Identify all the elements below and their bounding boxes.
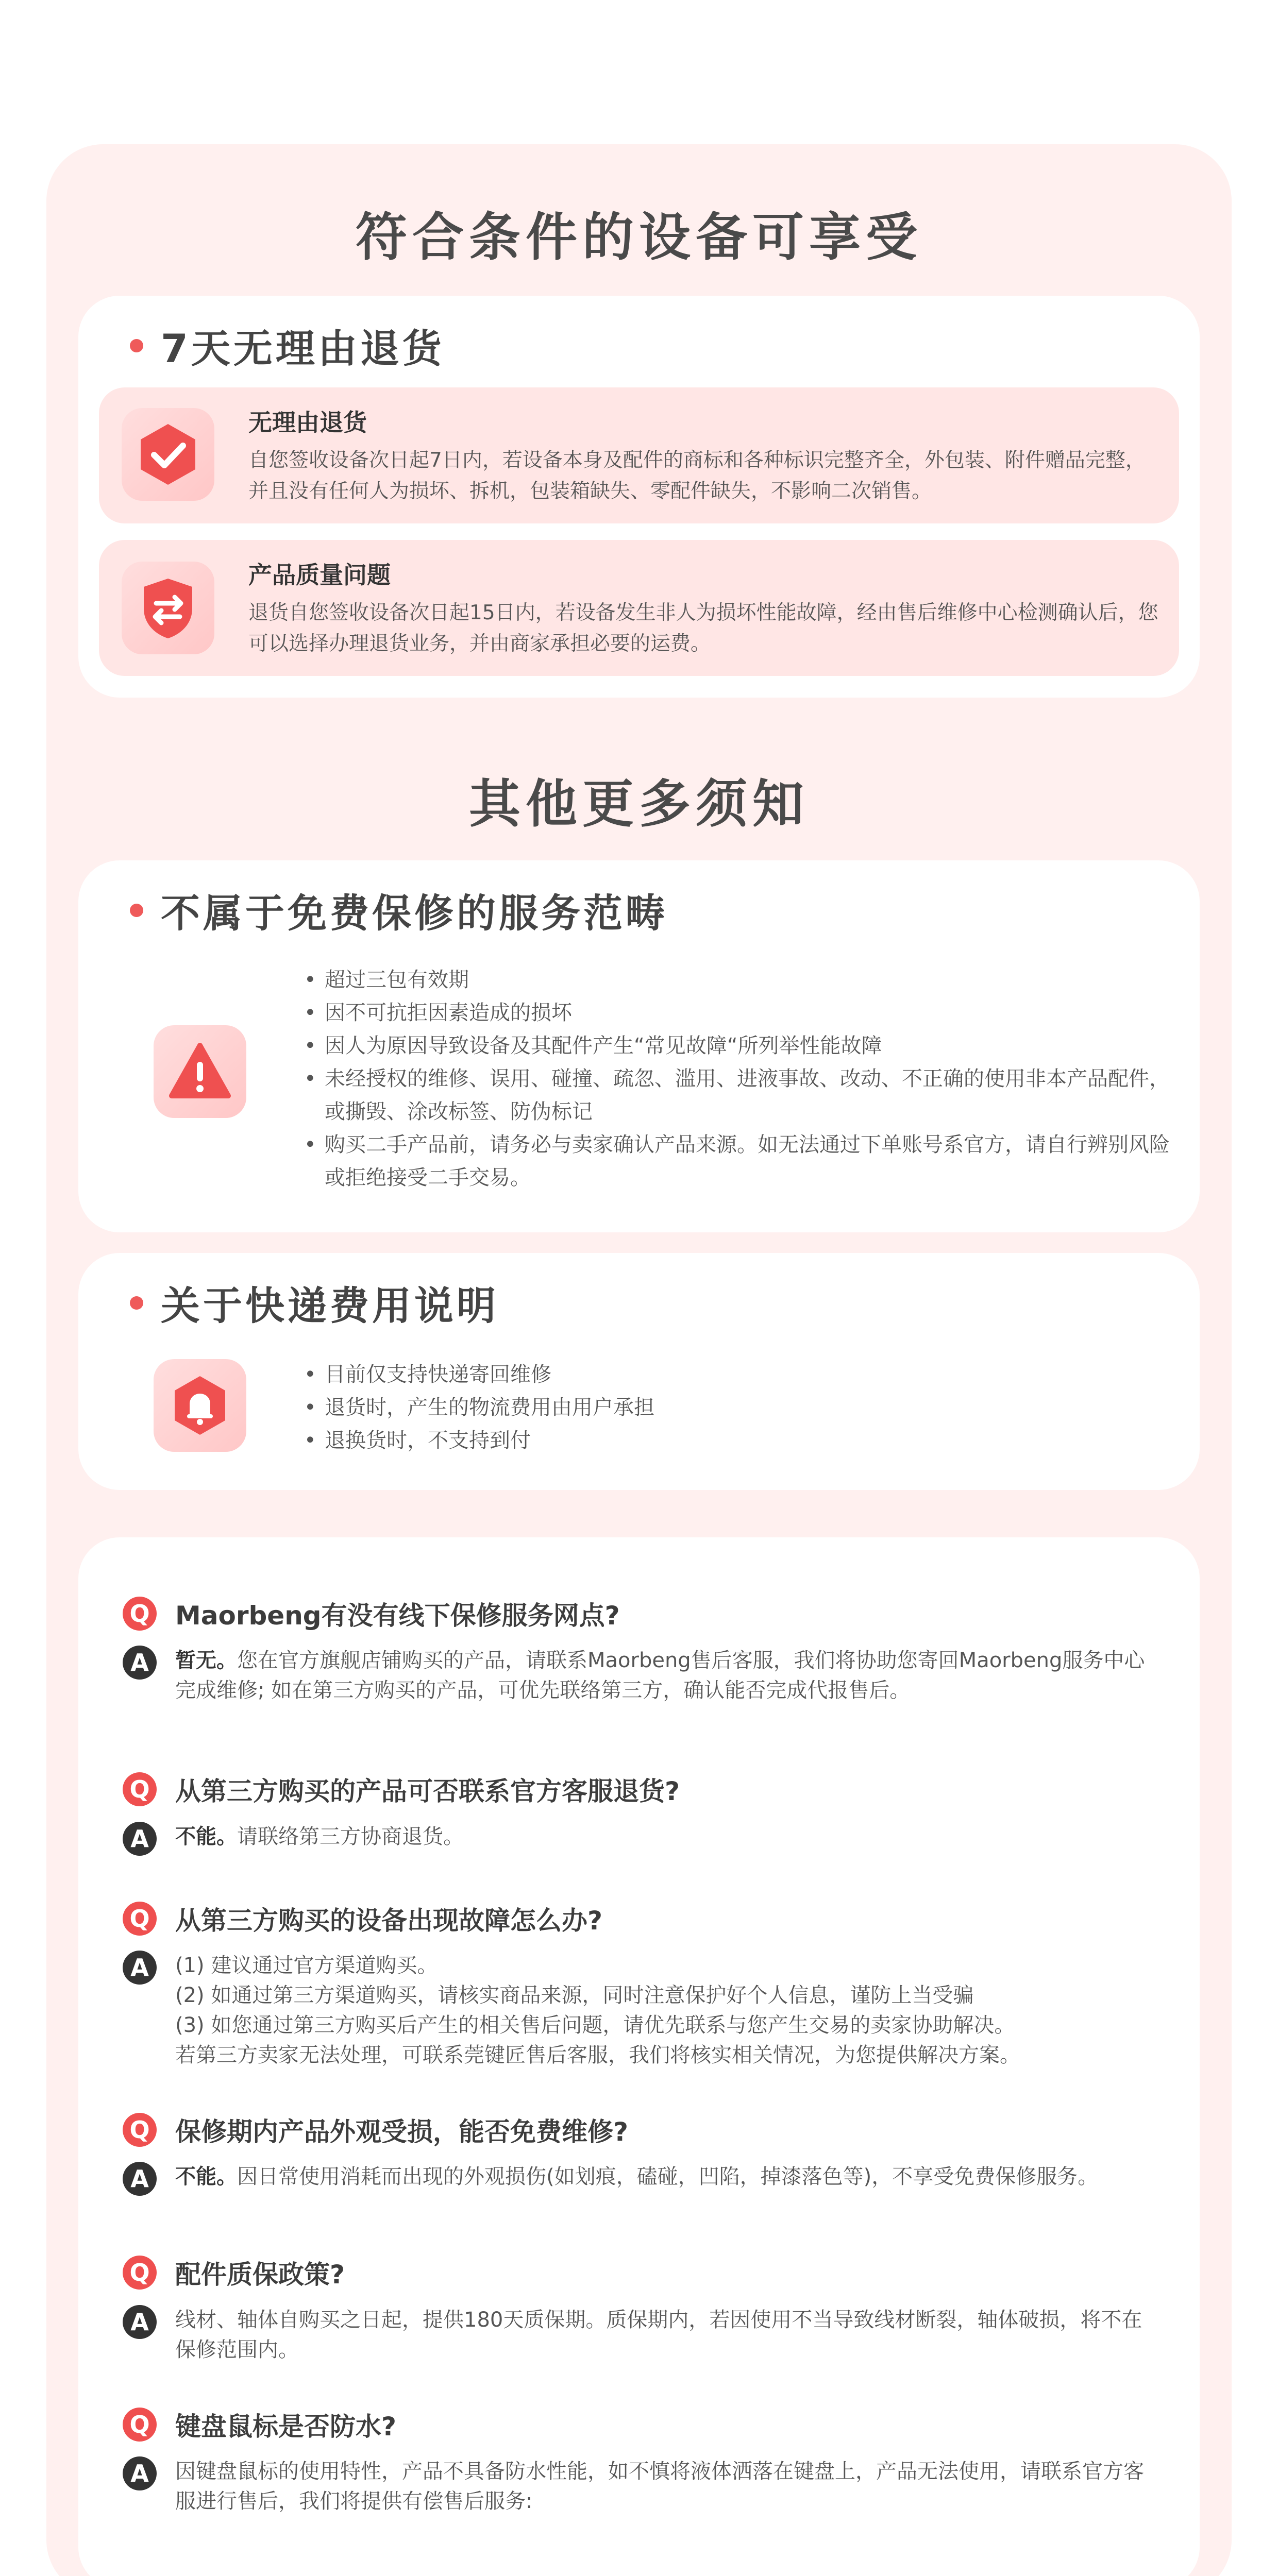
faq-question-text: 从第三方购买的设备出现故障怎么办? bbox=[175, 1906, 603, 1936]
faq-question bbox=[123, 2111, 628, 2148]
answer-badge: A bbox=[123, 2456, 157, 2490]
faq-question bbox=[123, 1595, 620, 1632]
faq-question bbox=[123, 2406, 396, 2443]
question-badge: Q bbox=[123, 1772, 157, 1806]
warranty-bullet-list bbox=[300, 963, 1176, 1194]
check-shield-icon bbox=[122, 408, 214, 501]
section-title-eligible: 符合条件的设备可享受 bbox=[356, 207, 922, 267]
answer-lead: 暂无。 bbox=[175, 1649, 237, 1672]
answer-line: (2) 如通过第三方渠道购买，请核实商品来源，同时注意保护好个人信息，谨防上当受骗 bbox=[175, 1984, 974, 2007]
title-dot bbox=[130, 339, 143, 352]
question-badge: Q bbox=[123, 1597, 157, 1631]
faq-answer-body bbox=[175, 2162, 1154, 2192]
question-badge: Q bbox=[123, 2256, 157, 2290]
answer-text: 线材、轴体自购买之日起，提供180天质保期。质保期内，若因使用不当导致线材断裂，轴体破损，将不在保修范围内。 bbox=[175, 2308, 1142, 2362]
answer-badge: A bbox=[123, 2162, 157, 2196]
exchange-shield-icon bbox=[122, 562, 214, 654]
warranty-card bbox=[78, 860, 1200, 1232]
warranty-card-title-text: 不属于免费保修的服务范畴 bbox=[161, 890, 668, 936]
question-badge: Q bbox=[123, 1902, 157, 1936]
return-item-text: 自您签收设备次日起7日内，若设备本身及配件的商标和各种标识完整齐全，外包装、附件赠品完整，并且没有任何人为损坏、拆机，包装箱缺失、零配件缺失，不影响二次销售。 bbox=[248, 449, 1146, 503]
answer-line: (1) 建议通过官方渠道购买。 bbox=[175, 1954, 438, 1977]
faq-answer-body bbox=[175, 1646, 1154, 1705]
answer-badge: A bbox=[123, 1646, 157, 1680]
list-item: • 购买二手产品前，请务必与卖家确认产品来源。如无法通过下单账号系官方，请自行辨别风险或拒绝接受二手交易。 bbox=[300, 1128, 1176, 1194]
quality-item-title: 产品质量问题 bbox=[248, 561, 391, 589]
return-item-quality bbox=[99, 540, 1179, 676]
answer-line: (3) 如您通过第三方购买后产生的相关售后问题，请优先联系与您产生交易的卖家协助解决。 bbox=[175, 2013, 1015, 2037]
shipping-card-title-text: 关于快递费用说明 bbox=[161, 1283, 499, 1329]
answer-badge: A bbox=[123, 2305, 157, 2339]
faq-question-text: 保修期内产品外观受损，能否免费维修? bbox=[175, 2117, 629, 2147]
list-item: • 退货时，产生的物流费用由用户承担 bbox=[300, 1391, 1176, 1424]
list-item: • 因人为原因导致设备及其配件产生“常见故障“所列举性能故障 bbox=[300, 1029, 1176, 1062]
faq-answer bbox=[123, 2305, 1154, 2365]
faq-answer-body bbox=[175, 1822, 1154, 1852]
answer-lead: 不能。 bbox=[175, 1825, 237, 1849]
answer-text: 因键盘鼠标的使用特性，产品不具备防水性能，如不慎将液体洒落在键盘上，产品无法使用，请联系官方客服进行售后，我们将提供有偿售后服务: bbox=[175, 2460, 1144, 2513]
list-item: • 超过三包有效期 bbox=[300, 963, 1176, 996]
quality-item-text: 退货自您签收设备次日起15日内，若设备发生非人为损坏性能故障，经由售后维修中心检测确认后，您可以选择办理退货业务，并由商家承担必要的运费。 bbox=[248, 601, 1158, 655]
faq-answer bbox=[123, 2162, 1154, 2196]
answer-badge: A bbox=[123, 1951, 157, 1985]
answer-lead: 不能。 bbox=[175, 2165, 237, 2189]
faq-question bbox=[123, 1771, 680, 1808]
list-item: • 因不可抗拒因素造成的损坏 bbox=[300, 996, 1176, 1029]
bell-icon bbox=[154, 1359, 246, 1452]
list-item: • 目前仅支持快递寄回维修 bbox=[300, 1358, 1176, 1391]
return-card-title bbox=[130, 317, 445, 374]
title-dot bbox=[130, 1296, 143, 1310]
faq-answer bbox=[123, 1646, 1154, 1705]
warning-icon bbox=[154, 1025, 246, 1118]
shipping-bullet-list bbox=[300, 1358, 1176, 1457]
list-item: • 退换货时，不支持到付 bbox=[300, 1424, 1176, 1457]
list-item: • 未经授权的维修、误用、碰撞、疏忽、滥用、进液事故、改动、不正确的使用非本产品配件，或撕毁、涂改标签、防伪标记 bbox=[300, 1062, 1176, 1128]
answer-line: 若第三方卖家无法处理，可联系莞键匠售后客服，我们将核实相关情况，为您提供解决方案。 bbox=[175, 2043, 1020, 2067]
return-card-title-text: 7天无理由退货 bbox=[161, 326, 445, 371]
faq-question-text: 从第三方购买的产品可否联系官方客服退货? bbox=[175, 1776, 680, 1806]
faq-question bbox=[123, 1900, 602, 1937]
warranty-card-title bbox=[130, 882, 668, 938]
faq-answer-body bbox=[175, 2456, 1154, 2516]
return-item-title: 无理由退货 bbox=[248, 409, 367, 436]
answer-text: 请联络第三方协商退货。 bbox=[237, 1825, 464, 1849]
answer-text: 因日常使用消耗而出现的外观损伤(如划痕，磕碰，凹陷，掉漆落色等)，不享受免费保修服务。 bbox=[237, 2165, 1099, 2189]
section-title-more: 其他更多须知 bbox=[469, 774, 809, 834]
title-dot bbox=[130, 904, 143, 917]
shipping-card bbox=[78, 1253, 1200, 1490]
faq-answer bbox=[123, 1951, 1154, 2070]
faq-question-text: Maorbeng有没有线下保修服务网点? bbox=[175, 1601, 620, 1631]
faq-answer-body bbox=[175, 1951, 1154, 2070]
faq-question-text: 配件质保政策? bbox=[175, 2260, 345, 2290]
faq-answer bbox=[123, 2456, 1154, 2516]
answer-text: 您在官方旗舰店铺购买的产品，请联系Maorbeng售后客服，我们将协助您寄回Maorbeng服务中心完成维修; 如在第三方购买的产品，可优先联络第三方，确认能否完成代报售后。 bbox=[175, 1649, 1145, 1702]
faq-question bbox=[123, 2254, 345, 2291]
faq-answer-body bbox=[175, 2305, 1154, 2365]
question-badge: Q bbox=[123, 2408, 157, 2442]
faq-question-text: 键盘鼠标是否防水? bbox=[175, 2412, 397, 2442]
question-badge: Q bbox=[123, 2113, 157, 2147]
faq-answer bbox=[123, 1822, 1154, 1856]
return-policy-card bbox=[78, 296, 1200, 698]
shipping-card-title bbox=[130, 1275, 499, 1331]
return-item-no-reason bbox=[99, 387, 1179, 523]
answer-badge: A bbox=[123, 1822, 157, 1856]
